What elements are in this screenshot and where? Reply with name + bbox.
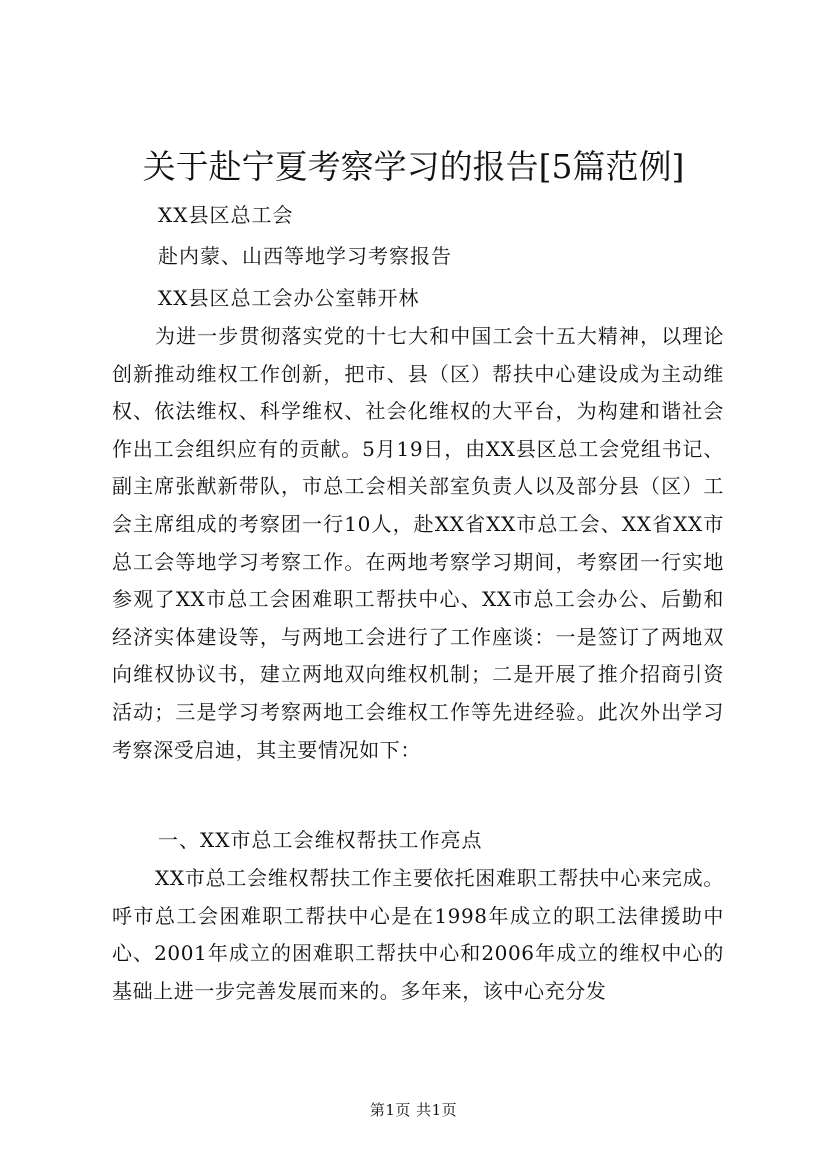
document-title: 关于赴宁夏考察学习的报告[5篇范例] <box>142 147 685 186</box>
body-paragraph-2: XX市总工会维权帮扶工作主要依托困难职工帮扶中心来完成。呼市总工会困难职工帮扶中心是在1998年成立的职工法律援助中心、2001年成立的困难职工帮扶中心和2006年成立的维权中心的基础上进一步完善发展而来的。多年来，该中心充分发 <box>112 866 724 1003</box>
page-footer: 第1页 共1页 <box>369 1101 458 1119</box>
section-heading-1: 一、XX市总工会维权帮扶工作亮点 <box>158 828 483 852</box>
subject-line: 赴内蒙、山西等地学习考察报告 <box>158 244 452 268</box>
org-line: XX县区总工会 <box>158 203 294 227</box>
body-paragraph-1: 为进一步贯彻落实党的十七大和中国工会十五大精神，以理论创新推动维权工作创新，把市、县（区）帮扶中心建设成为主动维权、依法维权、科学维权、社会化维权的大平台，为构建和谐社会作出工会组织应有的贡献。5月19日，由XX县区总工会党组书记、副主席张猷新带队，市总工会相关部室负责人以及部分县（区）工会主席组成的考察团一行10人，赴XX省XX市总工会、XX省XX市总工会等地学习考察工作。在两地考察学习期间，考察团一行实地参观了XX市总工会困难职工帮扶中心、XX市总工会办公、后勤和经济实体建设等，与两地工会进行了工作座谈：一是签订了两地双向维权协议书，建立两地双向维权机制；二是开展了推介招商引资活动；三是学习考察两地工会维权工作等先进经验。此次外出学习考察深受启迪，其主要情况如下： <box>112 324 724 762</box>
author-line: XX县区总工会办公室韩开林 <box>158 286 420 310</box>
